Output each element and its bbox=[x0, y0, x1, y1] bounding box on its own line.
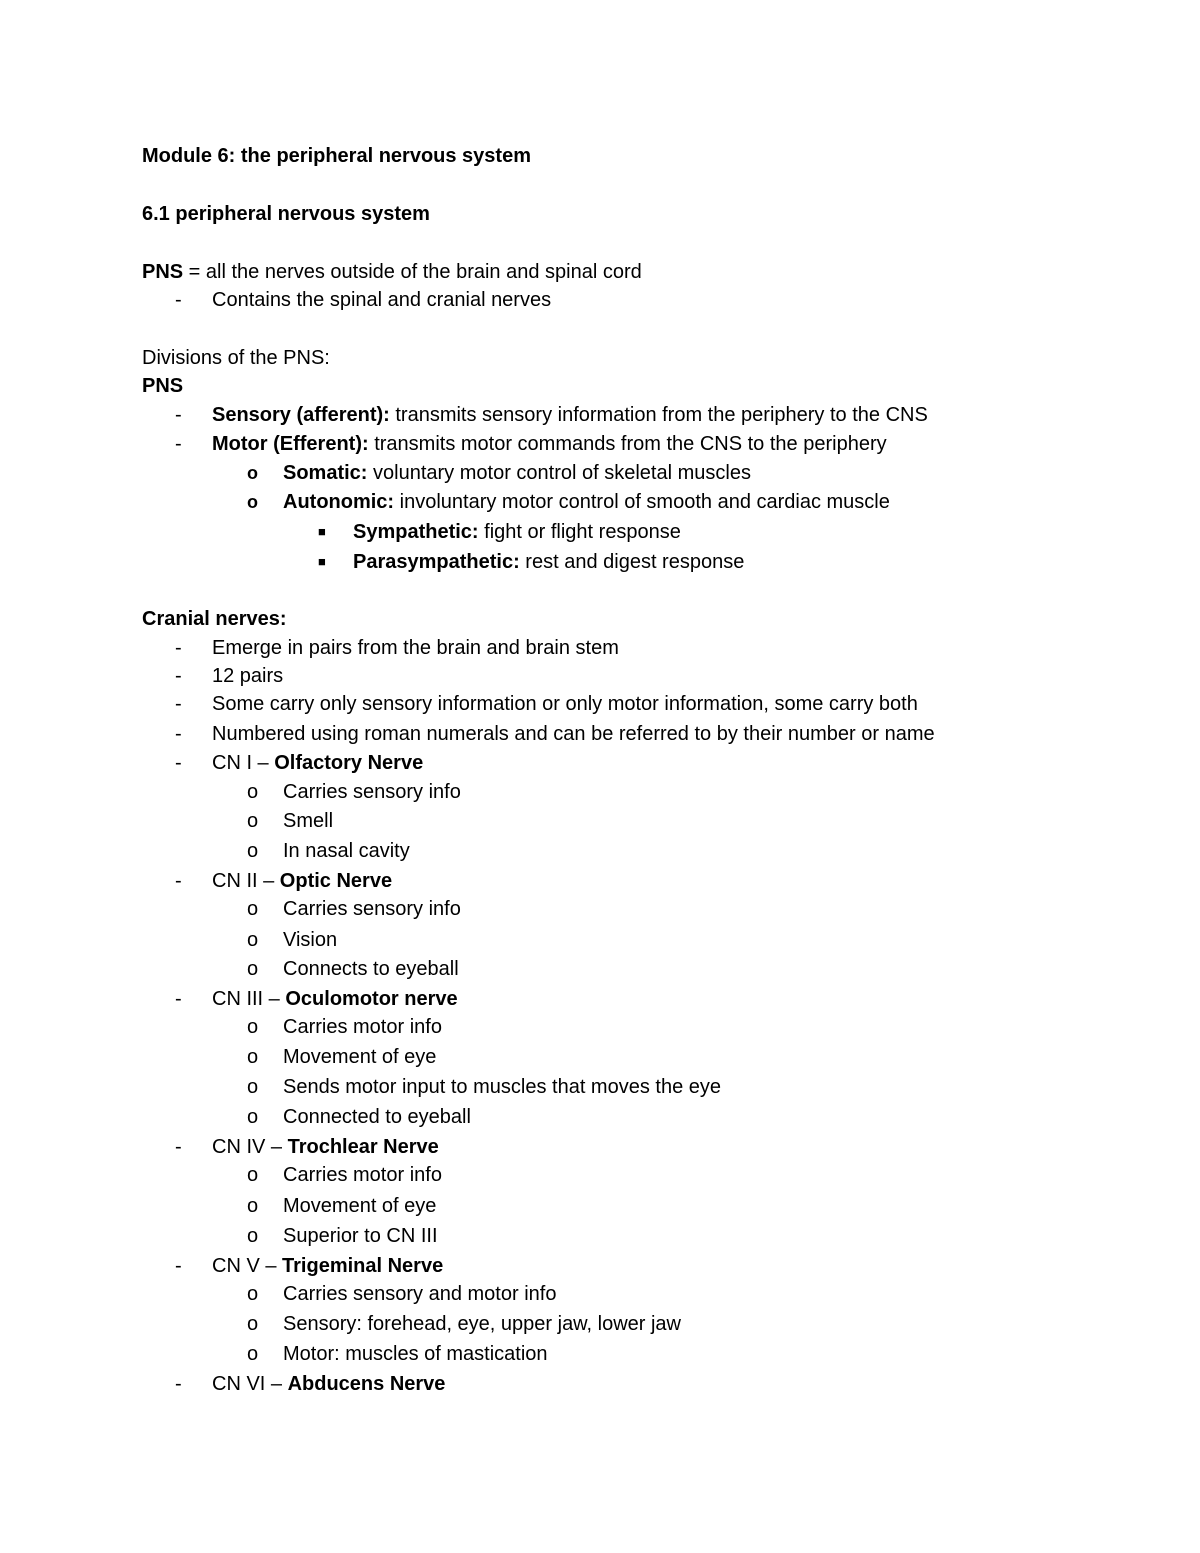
nerve-heading: - CN VI – Abducens Nerve bbox=[0, 1369, 1200, 1399]
list-item: o Superior to CN III bbox=[0, 1221, 1200, 1251]
list-item: - Emerge in pairs from the brain and brain stem bbox=[0, 633, 1200, 663]
circle-bullet: o bbox=[247, 463, 258, 483]
dash-bullet: - bbox=[175, 637, 182, 659]
pns-definition bbox=[0, 257, 1200, 287]
circle-bullet: o bbox=[247, 781, 259, 803]
list-item: o Carries motor info bbox=[0, 1160, 1200, 1190]
dash-bullet: - bbox=[175, 433, 182, 455]
dash-bullet: - bbox=[175, 870, 182, 892]
list-item: - Contains the spinal and cranial nerves bbox=[0, 285, 1200, 315]
pns-definition-text: = all the nerves outside of the brain and spinal cord bbox=[183, 261, 642, 283]
square-bullet: ■ bbox=[318, 524, 326, 539]
list-item-motor: - Motor (Efferent): transmits motor commands from the CNS to the periphery bbox=[0, 429, 1200, 459]
nerve-heading: - CN V – Trigeminal Nerve bbox=[0, 1251, 1200, 1281]
nerve-heading: - CN II – Optic Nerve bbox=[0, 866, 1200, 896]
list-item: o Sensory: forehead, eye, upper jaw, lower jaw bbox=[0, 1309, 1200, 1339]
circle-bullet: o bbox=[247, 898, 259, 920]
list-item: o In nasal cavity bbox=[0, 836, 1200, 866]
list-item: o Sends motor input to muscles that moves the eye bbox=[0, 1072, 1200, 1102]
list-item: - Numbered using roman numerals and can be referred to by their number or name bbox=[0, 719, 1200, 749]
circle-bullet: o bbox=[247, 810, 259, 832]
list-item: o Connects to eyeball bbox=[0, 954, 1200, 984]
list-item-somatic: o Somatic: voluntary motor control of skeletal muscles bbox=[0, 458, 1200, 488]
dash-bullet: - bbox=[175, 988, 182, 1010]
circle-bullet: o bbox=[247, 1195, 259, 1217]
list-item: o Carries sensory info bbox=[0, 777, 1200, 807]
dash-bullet: - bbox=[175, 723, 182, 745]
cranial-heading: Cranial nerves: bbox=[142, 608, 287, 630]
nerve-heading: - CN III – Oculomotor nerve bbox=[0, 984, 1200, 1014]
section-heading: 6.1 peripheral nervous system bbox=[142, 203, 430, 225]
list-item: o Connected to eyeball bbox=[0, 1102, 1200, 1132]
circle-bullet: o bbox=[247, 492, 258, 512]
list-item: o Movement of eye bbox=[0, 1042, 1200, 1072]
document-title: Module 6: the peripheral nervous system bbox=[142, 145, 531, 167]
dash-bullet: - bbox=[175, 404, 182, 426]
dash-bullet: - bbox=[175, 1373, 182, 1395]
list-item: o Smell bbox=[0, 806, 1200, 836]
list-item-sympathetic: ■ Sympathetic: fight or flight response bbox=[0, 517, 1200, 547]
list-item: o Carries sensory and motor info bbox=[0, 1279, 1200, 1309]
list-item-parasympathetic: ■ Parasympathetic: rest and digest response bbox=[0, 547, 1200, 577]
circle-bullet: o bbox=[247, 1106, 259, 1128]
list-item-sensory: - Sensory (afferent): transmits sensory information from the periphery to the CNS bbox=[0, 400, 1200, 430]
divisions-root: PNS bbox=[142, 375, 184, 397]
circle-bullet: o bbox=[247, 840, 259, 862]
pns-term: PNS bbox=[142, 261, 184, 283]
circle-bullet: o bbox=[247, 1164, 259, 1186]
dash-bullet: - bbox=[175, 665, 182, 687]
list-item: o Movement of eye bbox=[0, 1191, 1200, 1221]
dash-bullet: - bbox=[175, 752, 182, 774]
dash-bullet: - bbox=[175, 1255, 182, 1277]
dash-bullet: - bbox=[175, 693, 182, 715]
list-item-autonomic: o Autonomic: involuntary motor control of smooth and cardiac muscle bbox=[0, 487, 1200, 517]
list-item: o Vision bbox=[0, 925, 1200, 955]
circle-bullet: o bbox=[247, 1313, 259, 1335]
circle-bullet: o bbox=[247, 1225, 259, 1247]
nerve-heading: - CN I – Olfactory Nerve bbox=[0, 748, 1200, 778]
list-item: o Carries motor info bbox=[0, 1012, 1200, 1042]
dash-bullet: - bbox=[175, 289, 182, 311]
list-item: - 12 pairs bbox=[0, 661, 1200, 691]
square-bullet: ■ bbox=[318, 554, 326, 569]
circle-bullet: o bbox=[247, 1076, 259, 1098]
circle-bullet: o bbox=[247, 929, 259, 951]
list-item: o Motor: muscles of mastication bbox=[0, 1339, 1200, 1369]
circle-bullet: o bbox=[247, 958, 259, 980]
circle-bullet: o bbox=[247, 1343, 259, 1365]
divisions-heading: Divisions of the PNS: bbox=[142, 347, 330, 369]
nerve-heading: - CN IV – Trochlear Nerve bbox=[0, 1132, 1200, 1162]
circle-bullet: o bbox=[247, 1016, 259, 1038]
dash-bullet: - bbox=[175, 1136, 182, 1158]
list-item: - Some carry only sensory information or only motor information, some carry both bbox=[0, 689, 1200, 719]
list-item: o Carries sensory info bbox=[0, 894, 1200, 924]
circle-bullet: o bbox=[247, 1046, 259, 1068]
circle-bullet: o bbox=[247, 1283, 259, 1305]
